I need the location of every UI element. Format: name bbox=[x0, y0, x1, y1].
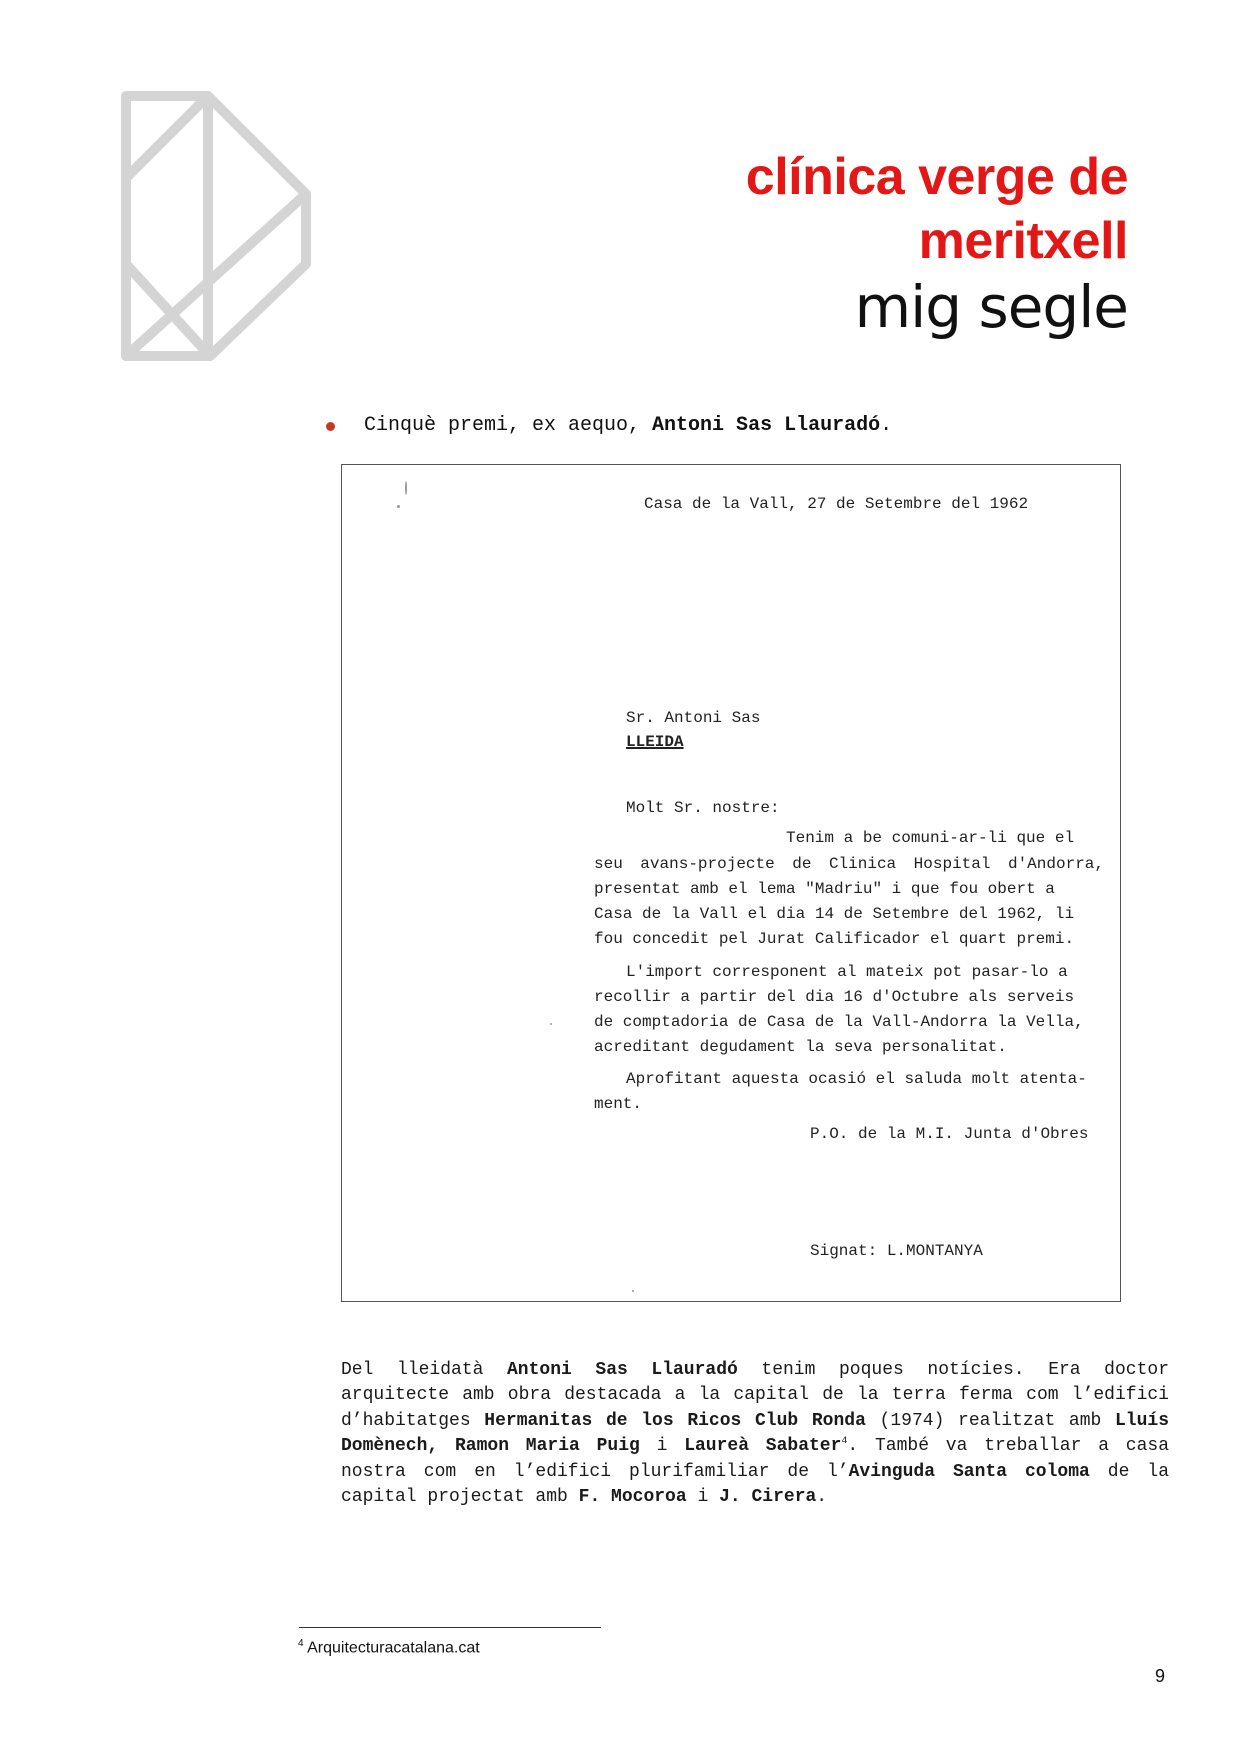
scan-mark bbox=[397, 505, 400, 508]
bullet-dot-icon bbox=[326, 422, 335, 431]
body-text-run: . bbox=[816, 1487, 828, 1508]
letter-line: Aprofitant aquesta ocasió el saluda molt atenta- bbox=[626, 1070, 1087, 1088]
bullet-name: Antoni Sas Llauradó bbox=[652, 414, 881, 437]
footnote-ref: 4 bbox=[841, 1436, 848, 1448]
bullet-text bbox=[364, 414, 892, 437]
page-title bbox=[746, 145, 1128, 341]
letter-line: acreditant degudament la seva personalitat. bbox=[594, 1038, 1007, 1056]
scan-mark bbox=[632, 1290, 634, 1292]
body-bold-run: Antoni Sas Llauradó bbox=[507, 1360, 738, 1380]
footnote bbox=[298, 1638, 480, 1657]
body-text-run: i bbox=[639, 1436, 685, 1457]
letter-line: Casa de la Vall el dia 14 de Setembre del 1962, li bbox=[594, 905, 1075, 923]
letter-signature: Signat: L.MONTANYA bbox=[810, 1242, 983, 1260]
body-text-run: tenim poques notícies. Era doctor arquitecte amb obra destacada a la capital de la terra ferma com l’edifici d’habitatges bbox=[341, 1360, 1169, 1431]
body-bold-run: F. Mocoroa bbox=[578, 1487, 687, 1508]
body-bold-run: Hermanitas de los Ricos Club Ronda bbox=[484, 1410, 866, 1431]
scan-mark bbox=[405, 481, 407, 495]
page-number: 9 bbox=[1154, 1666, 1165, 1686]
scanned-letter bbox=[341, 464, 1121, 1302]
body-bold-run: Lluís Domènech, Ramon Maria Puig bbox=[341, 1410, 1170, 1457]
body-bold-run: J. Cirera bbox=[719, 1487, 817, 1508]
title-line-1: clínica verge de bbox=[745, 148, 1128, 206]
bullet-suffix: . bbox=[880, 414, 893, 437]
body-text-run: . També va treballar a casa nostra com en l’edifici plurifamiliar de l’ bbox=[341, 1436, 1169, 1482]
footnote-text: Arquitecturacatalana.cat bbox=[307, 1639, 480, 1657]
body-paragraph bbox=[341, 1358, 1169, 1510]
letter-closing: P.O. de la M.I. Junta d'Obres bbox=[810, 1125, 1089, 1143]
body-text-run: Del lleidatà bbox=[341, 1360, 507, 1380]
letter-line: presentat amb el lema "Madriu" i que fou obert a bbox=[594, 880, 1055, 898]
letter-line: L'import corresponent al mateix pot pasar-lo a bbox=[626, 963, 1068, 981]
body-text-run: i bbox=[686, 1487, 720, 1508]
body-text-run: (1974) realitzat amb bbox=[865, 1410, 1115, 1431]
logo-icon bbox=[118, 88, 314, 364]
body-bold-run: Laureà Sabater bbox=[684, 1436, 842, 1457]
letter-line: ment. bbox=[594, 1095, 643, 1113]
footnote-number: 4 bbox=[298, 1638, 304, 1649]
letter-date: Casa de la Vall, 27 de Setembre del 1962 bbox=[644, 495, 1029, 513]
footnote-divider bbox=[299, 1627, 601, 1628]
body-bold-run: Avinguda Santa coloma bbox=[848, 1461, 1090, 1482]
bullet-prefix: Cinquè premi, ex aequo, bbox=[364, 414, 653, 437]
title-line-2: meritxell bbox=[918, 212, 1128, 270]
letter-line: fou concedit pel Jurat Calificador el quart premi. bbox=[594, 930, 1075, 948]
letter-line: seu avans-projecte de Clinica Hospital d'Andorra, bbox=[594, 855, 1104, 873]
letter-line: de comptadoria de Casa de la Vall-Andorra la Vella, bbox=[594, 1013, 1084, 1031]
letter-line: recollir a partir del dia 16 d'Octubre als serveis bbox=[594, 988, 1075, 1006]
scan-mark bbox=[550, 1023, 552, 1025]
letter-line: Tenim a be comuni-ar-li que el bbox=[786, 829, 1075, 847]
subtitle: mig segle bbox=[854, 273, 1128, 341]
body-text-run: de la capital projectat amb bbox=[341, 1461, 1169, 1508]
letter-recipient-city: LLEIDA bbox=[626, 733, 684, 751]
letter-salutation: Molt Sr. nostre: bbox=[626, 799, 780, 817]
letter-recipient-name: Sr. Antoni Sas bbox=[626, 709, 761, 727]
